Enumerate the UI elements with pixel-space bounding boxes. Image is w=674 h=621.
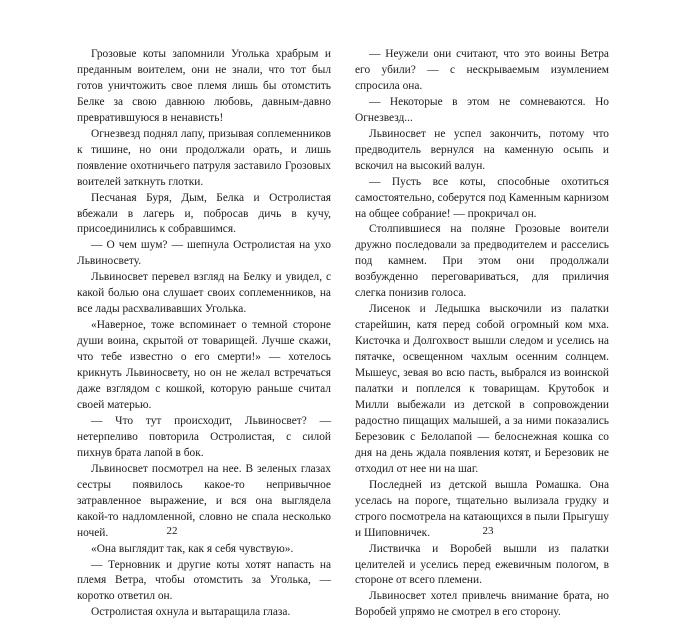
paragraph: Листвичка и Воробей вышли из палатки целителей и уселись перед ежевичным пологом, в стороне от всего племени. bbox=[355, 542, 609, 587]
paragraph: Львиносвет перевел взгляд на Белку и увидел, с какой болью она слушает своих соплеменников, на все лады расхваливавших Уголька. bbox=[77, 271, 331, 316]
paragraph: Песчаная Буря, Дым, Белка и Остролистая вбежали в лагерь и, побросав дичь в кучу, присоединились к собравшимся. bbox=[77, 191, 331, 236]
paragraph: Грозовые коты запомнили Уголька храбрым и преданным воителем, они не знали, что тот был готов уничтожить свое племя лишь бы отомстить Белке за свою давнюю любовь, давным-давно превратившуюся в ненависть! bbox=[77, 48, 331, 124]
paragraph: Столпившиеся на поляне Грозовые воители дружно последовали за предводителем и расселись под камнем. При этом они продолжали возбужденно переговариваться, для приличия слегка понизив голоса. bbox=[355, 223, 609, 300]
paragraph: — Терновник и другие коты хотят напасть на племя Ветра, чтобы отомстить за Уголька, — коротко ответил он. bbox=[77, 558, 331, 603]
paragraph: Огнезвезд поднял лапу, призывая соплеменников к тишине, но они продолжали орать, и лишь появление охотничьего патруля заставило Грозовых воителей заткнуть глотки. bbox=[77, 127, 331, 188]
paragraph: Львиносвет хотел привлечь внимание брата, но Воробей упрямо не смотрел в его сторону. bbox=[355, 590, 609, 619]
paragraph: — Некоторые в этом не сомневаются. Но Огнезвезд... bbox=[355, 95, 609, 124]
paragraph: Львиносвет не успел закончить, потому что предводитель вернулся на каменную осыпь и вскочил на высокий валун. bbox=[355, 127, 609, 172]
paragraph: «Она выглядит так, как я себя чувствую». bbox=[91, 542, 294, 555]
paragraph: Лисенок и Ледышка выскочили из палатки старейшин, катя перед собой огромный ком мха. Кисточка и Долгохвост вышли следом и уселись на пятачке, освещенном чахлым осенним солнцем. Мышеус, зевая во всю пасть, выбрался из воинской палатки и поплелся к товарищам. Крутобок и Милли выбежали из детской в сопровождении радостно пищащих малышей, а за ними показались Березовик с Белолапой — белоснежная кошка со дня на день ждала появления котят, и Березовик не отходил от нее ни на шаг. bbox=[355, 303, 609, 475]
left-page-text bbox=[77, 47, 331, 621]
paragraph: — Пусть все коты, способные охотиться самостоятельно, соберутся под Каменным карнизом на общее собрание! — прокричал он. bbox=[355, 175, 609, 220]
paragraph: Львиносвет посмотрел на нее. В зеленых глазах сестры появилось какое-то непривычное затравленное выражение, и вся она выглядела какой-то надломленной, словно не спала несколько ночей. bbox=[77, 462, 331, 539]
paragraph: — О чем шум? — шепнула Остролистая на ухо Львиносвету. bbox=[77, 239, 331, 268]
page-number-left: 22 bbox=[166, 525, 178, 537]
paragraph: — Что тут происходит, Львиносвет? — нетерпеливо повторила Остролистая, с силой пихнув брата лапой в бок. bbox=[77, 414, 331, 459]
page-number-right: 23 bbox=[482, 525, 494, 537]
paragraph: Остролистая охнула и вытаращила глаза. bbox=[91, 606, 291, 619]
paragraph: «Наверное, тоже вспоминает о темной стороне души воина, скрытой от товарищей. Лучше скажи, что тебе известно о его смерти!» — хотелось крикнуть Львиносвету, но он не желал встречаться даже взглядом с кошкой, которую раньше считал своей матерью. bbox=[77, 319, 331, 411]
paragraph: — Неужели они считают, что это воины Ветра его убили? — с нескрываемым изумлением спросила она. bbox=[355, 48, 609, 92]
paragraph: Последней из детской вышла Ромашка. Она уселась на пороге, тщательно вылизала грудку и строго посмотрела на катающихся в пыли Прыгушу и Шиповничек. bbox=[355, 478, 609, 539]
left-page bbox=[77, 47, 331, 621]
